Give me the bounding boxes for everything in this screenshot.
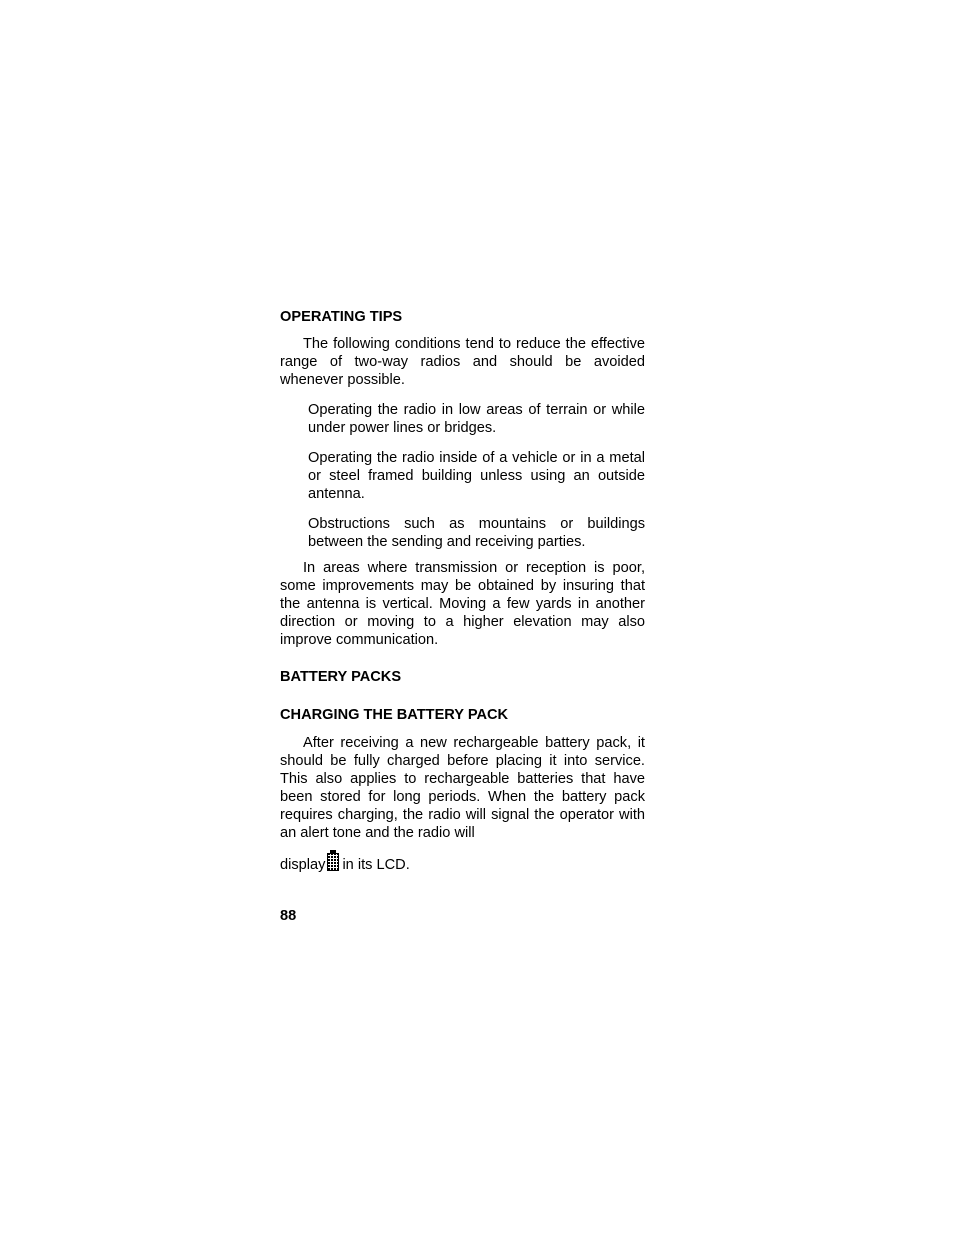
display-line [280,850,645,874]
charging-heading: CHARGING THE BATTERY PACK [280,707,509,723]
intro-paragraph: The following conditions tend to reduce the effective range of two-way radios and should be avoided whenever possible. [280,336,645,388]
display-before-text: display [280,857,326,873]
battery-low-icon [327,850,339,871]
condition-item-vehicle: Operating the radio inside of a vehicle or in a metal or steel framed building unless using an outside antenna. [308,450,645,502]
display-after-text: in its LCD. [342,857,410,873]
improvement-paragraph: In areas where transmission or reception is poor, some improvements may be obtained by insuring that the antenna is vertical. Moving a few yards in another direction or moving to a higher elevation may also improve communication. [280,560,645,648]
operating-tips-heading: OPERATING TIPS [280,309,403,325]
page-number: 88 [280,908,297,924]
condition-item-obstructions: Obstructions such as mountains or buildings between the sending and receiving parties. [308,516,645,550]
manual-page-body [280,306,645,874]
condition-item-terrain: Operating the radio in low areas of terrain or while under power lines or bridges. [308,402,645,436]
charging-paragraph: After receiving a new rechargeable battery pack, it should be fully charged before placing it into service. This also applies to rechargeable batteries that have been stored for long periods. When the battery pack requires charging, the radio will signal the operator with an alert tone and the radio will [280,735,645,841]
battery-packs-heading: BATTERY PACKS [280,669,402,685]
